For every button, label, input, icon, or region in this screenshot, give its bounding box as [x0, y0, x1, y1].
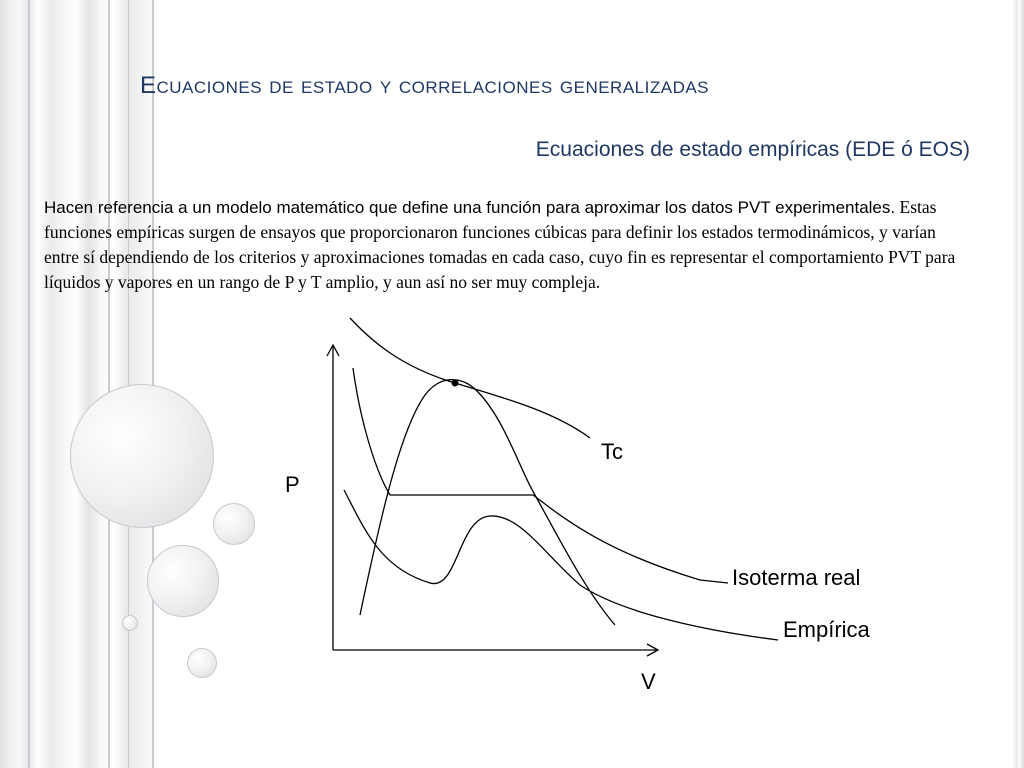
x-axis-label: V — [641, 669, 656, 694]
empirical-label: Empírica — [783, 617, 870, 642]
real-isotherm-label: Isoterma real — [732, 565, 861, 590]
empirical-isotherm-curve — [344, 490, 778, 640]
tc-label: Tc — [601, 439, 623, 464]
critical-isotherm-curve — [350, 318, 590, 438]
slide-title: Ecuaciones de estado y correlaciones generalizadas — [140, 72, 710, 99]
body-text-detail: Estas funciones empíricas surgen de ensayos que proporcionaron funciones cúbicas para definir los estados termodinámicos, y varían entre sí dependiendo de los criterios y aproximaciones tomadas en cada caso, cuyo fin es representar el comportamiento PVT para líquidos y vapores en un rango de P y T amplio, y aun así no ser muy compleja. — [44, 197, 956, 292]
critical-point-marker — [452, 380, 459, 387]
saturation-dome-curve — [360, 380, 615, 625]
slide-subtitle: Ecuaciones de estado empíricas (EDE ó EOS) — [535, 138, 970, 161]
y-axis-label: P — [285, 472, 300, 497]
real-isotherm-curve — [353, 368, 728, 583]
body-text-intro: Hacen referencia a un modelo matemático que define una función para aproximar los datos PVT experimentales. — [44, 198, 896, 217]
